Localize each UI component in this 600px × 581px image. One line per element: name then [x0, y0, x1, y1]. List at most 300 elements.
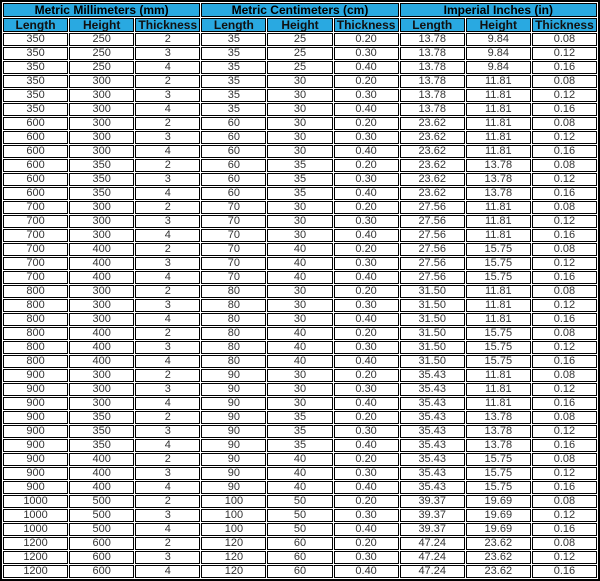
table-cell: 0.20 — [334, 75, 399, 88]
table-cell: 800 — [3, 341, 68, 354]
table-row — [3, 215, 597, 228]
table-cell: 15.75 — [466, 467, 531, 480]
table-cell: 900 — [3, 467, 68, 480]
table-cell: 11.81 — [466, 131, 531, 144]
table-cell: 800 — [3, 313, 68, 326]
table-cell: 0.40 — [334, 313, 399, 326]
table-cell: 60 — [201, 187, 266, 200]
table-cell: 600 — [3, 159, 68, 172]
table-cell: 0.12 — [532, 173, 597, 186]
table-cell: 350 — [69, 187, 134, 200]
table-cell: 30 — [267, 131, 332, 144]
table-cell: 300 — [69, 369, 134, 382]
table-cell: 300 — [69, 383, 134, 396]
table-row — [3, 341, 597, 354]
table-cell: 39.37 — [400, 523, 465, 536]
table-cell: 0.20 — [334, 495, 399, 508]
table-cell: 0.12 — [532, 467, 597, 480]
table-cell: 4 — [135, 439, 200, 452]
table-cell: 27.56 — [400, 243, 465, 256]
table-cell: 90 — [201, 425, 266, 438]
table-cell: 15.75 — [466, 243, 531, 256]
table-cell: 300 — [69, 117, 134, 130]
table-cell: 13.78 — [400, 75, 465, 88]
table-cell: 1200 — [3, 551, 68, 564]
table-cell: 4 — [135, 103, 200, 116]
table-cell: 47.24 — [400, 565, 465, 578]
table-cell: 11.81 — [466, 285, 531, 298]
table-cell: 0.12 — [532, 299, 597, 312]
table-cell: 350 — [69, 159, 134, 172]
table-cell: 0.30 — [334, 467, 399, 480]
table-cell: 0.08 — [532, 495, 597, 508]
table-cell: 0.12 — [532, 257, 597, 270]
table-cell: 0.12 — [532, 425, 597, 438]
table-body — [3, 33, 597, 578]
table-cell: 35.43 — [400, 453, 465, 466]
table-cell: 70 — [201, 215, 266, 228]
table-cell: 0.16 — [532, 481, 597, 494]
table-cell: 3 — [135, 467, 200, 480]
table-cell: 0.08 — [532, 201, 597, 214]
table-cell: 70 — [201, 201, 266, 214]
table-cell: 3 — [135, 509, 200, 522]
table-cell: 0.20 — [334, 369, 399, 382]
table-cell: 600 — [3, 187, 68, 200]
table-cell: 400 — [69, 355, 134, 368]
column-header-cm-height: Height — [267, 18, 332, 32]
table-cell: 15.75 — [466, 257, 531, 270]
table-cell: 11.81 — [466, 383, 531, 396]
table-cell: 3 — [135, 341, 200, 354]
table-row — [3, 103, 597, 116]
table-cell: 11.81 — [466, 313, 531, 326]
table-cell: 800 — [3, 327, 68, 340]
table-cell: 90 — [201, 397, 266, 410]
table-cell: 60 — [201, 117, 266, 130]
table-cell: 30 — [267, 89, 332, 102]
table-row — [3, 397, 597, 410]
table-cell: 15.75 — [466, 453, 531, 466]
table-cell: 120 — [201, 537, 266, 550]
table-cell: 90 — [201, 467, 266, 480]
table-row — [3, 131, 597, 144]
table-cell: 0.12 — [532, 89, 597, 102]
table-cell: 2 — [135, 285, 200, 298]
table-cell: 600 — [3, 131, 68, 144]
table-cell: 31.50 — [400, 285, 465, 298]
table-cell: 11.81 — [466, 145, 531, 158]
table-cell: 350 — [3, 61, 68, 74]
table-cell: 700 — [3, 257, 68, 270]
table-row — [3, 439, 597, 452]
table-cell: 4 — [135, 145, 200, 158]
table-row — [3, 187, 597, 200]
table-row — [3, 201, 597, 214]
table-cell: 90 — [201, 411, 266, 424]
table-cell: 3 — [135, 383, 200, 396]
table-cell: 60 — [201, 173, 266, 186]
table-cell: 600 — [3, 145, 68, 158]
table-cell: 0.12 — [532, 215, 597, 228]
table-cell: 300 — [69, 229, 134, 242]
table-cell: 80 — [201, 313, 266, 326]
table-cell: 60 — [201, 145, 266, 158]
table-cell: 0.30 — [334, 47, 399, 60]
table-cell: 9.84 — [466, 47, 531, 60]
table-cell: 0.40 — [334, 145, 399, 158]
table-cell: 100 — [201, 523, 266, 536]
table-cell: 300 — [69, 131, 134, 144]
table-cell: 50 — [267, 495, 332, 508]
table-cell: 0.16 — [532, 229, 597, 242]
table-cell: 0.16 — [532, 145, 597, 158]
table-cell: 400 — [69, 453, 134, 466]
table-cell: 30 — [267, 285, 332, 298]
table-cell: 0.16 — [532, 439, 597, 452]
table-cell: 900 — [3, 411, 68, 424]
table-cell: 600 — [69, 537, 134, 550]
table-row — [3, 425, 597, 438]
table-cell: 900 — [3, 383, 68, 396]
table-cell: 0.08 — [532, 411, 597, 424]
table-cell: 35 — [267, 411, 332, 424]
table-cell: 2 — [135, 537, 200, 550]
table-cell: 800 — [3, 355, 68, 368]
table-cell: 80 — [201, 299, 266, 312]
table-row — [3, 145, 597, 158]
table-cell: 300 — [69, 103, 134, 116]
table-cell: 3 — [135, 551, 200, 564]
table-cell: 11.81 — [466, 117, 531, 130]
table-cell: 25 — [267, 61, 332, 74]
table-cell: 0.20 — [334, 201, 399, 214]
table-cell: 30 — [267, 103, 332, 116]
table-cell: 0.12 — [532, 341, 597, 354]
table-row — [3, 355, 597, 368]
table-cell: 0.30 — [334, 257, 399, 270]
table-cell: 90 — [201, 383, 266, 396]
group-header-metric-cm: Metric Centimeters (cm) — [201, 3, 398, 17]
table-cell: 3 — [135, 89, 200, 102]
table-cell: 0.20 — [334, 243, 399, 256]
table-cell: 0.16 — [532, 565, 597, 578]
table-cell: 23.62 — [400, 145, 465, 158]
table-cell: 400 — [69, 467, 134, 480]
table-cell: 0.12 — [532, 383, 597, 396]
table-row — [3, 257, 597, 270]
table-row — [3, 481, 597, 494]
table-row — [3, 383, 597, 396]
table-cell: 30 — [267, 383, 332, 396]
table-cell: 9.84 — [466, 33, 531, 46]
table-cell: 40 — [267, 355, 332, 368]
column-header-in-length: Length — [400, 18, 465, 32]
table-cell: 1200 — [3, 537, 68, 550]
table-cell: 100 — [201, 509, 266, 522]
table-row — [3, 453, 597, 466]
table-cell: 600 — [69, 565, 134, 578]
table-cell: 40 — [267, 243, 332, 256]
table-cell: 15.75 — [466, 355, 531, 368]
table-row — [3, 313, 597, 326]
table-cell: 35 — [201, 75, 266, 88]
table-cell: 23.62 — [400, 117, 465, 130]
table-cell: 13.78 — [466, 439, 531, 452]
table-cell: 11.81 — [466, 299, 531, 312]
group-header-imperial-in: Imperial Inches (in) — [400, 3, 597, 17]
table-cell: 0.16 — [532, 523, 597, 536]
table-row — [3, 47, 597, 60]
table-cell: 40 — [267, 327, 332, 340]
table-row — [3, 271, 597, 284]
table-cell: 35 — [201, 89, 266, 102]
table-cell: 250 — [69, 47, 134, 60]
table-cell: 0.30 — [334, 383, 399, 396]
table-cell: 0.08 — [532, 159, 597, 172]
table-cell: 400 — [69, 243, 134, 256]
table-row — [3, 33, 597, 46]
table-cell: 11.81 — [466, 215, 531, 228]
table-cell: 15.75 — [466, 481, 531, 494]
table-cell: 900 — [3, 481, 68, 494]
table-cell: 13.78 — [400, 61, 465, 74]
table-cell: 13.78 — [466, 425, 531, 438]
table-cell: 700 — [3, 243, 68, 256]
table-cell: 35.43 — [400, 369, 465, 382]
table-cell: 300 — [69, 201, 134, 214]
table-cell: 4 — [135, 481, 200, 494]
table-cell: 90 — [201, 439, 266, 452]
table-row — [3, 467, 597, 480]
table-cell: 0.16 — [532, 355, 597, 368]
table-cell: 0.40 — [334, 481, 399, 494]
table-cell: 30 — [267, 229, 332, 242]
table-cell: 30 — [267, 117, 332, 130]
table-cell: 39.37 — [400, 495, 465, 508]
table-cell: 0.20 — [334, 159, 399, 172]
table-cell: 39.37 — [400, 509, 465, 522]
table-row — [3, 285, 597, 298]
table-cell: 47.24 — [400, 537, 465, 550]
table-cell: 11.81 — [466, 369, 531, 382]
table-cell: 60 — [201, 159, 266, 172]
table-cell: 2 — [135, 453, 200, 466]
table-cell: 100 — [201, 495, 266, 508]
table-cell: 0.30 — [334, 425, 399, 438]
table-cell: 90 — [201, 481, 266, 494]
table-row — [3, 173, 597, 186]
table-cell: 2 — [135, 411, 200, 424]
table-cell: 3 — [135, 257, 200, 270]
table-cell: 30 — [267, 397, 332, 410]
table-cell: 25 — [267, 33, 332, 46]
table-row — [3, 117, 597, 130]
table-row — [3, 565, 597, 578]
table-row — [3, 75, 597, 88]
table-cell: 2 — [135, 75, 200, 88]
table-cell: 4 — [135, 355, 200, 368]
table-cell: 3 — [135, 47, 200, 60]
table-cell: 0.12 — [532, 509, 597, 522]
table-row — [3, 61, 597, 74]
table-cell: 35 — [267, 187, 332, 200]
table-cell: 350 — [3, 33, 68, 46]
table-cell: 30 — [267, 369, 332, 382]
table-cell: 13.78 — [400, 33, 465, 46]
table-cell: 700 — [3, 271, 68, 284]
table-cell: 350 — [3, 103, 68, 116]
table-cell: 700 — [3, 215, 68, 228]
table-cell: 0.08 — [532, 243, 597, 256]
table-cell: 0.30 — [334, 509, 399, 522]
table-cell: 35.43 — [400, 439, 465, 452]
table-cell: 800 — [3, 299, 68, 312]
table-cell: 23.62 — [466, 537, 531, 550]
table-cell: 23.62 — [400, 159, 465, 172]
table-cell: 80 — [201, 327, 266, 340]
column-header-cm-length: Length — [201, 18, 266, 32]
table-cell: 600 — [3, 173, 68, 186]
table-row — [3, 411, 597, 424]
table-cell: 1200 — [3, 565, 68, 578]
table-cell: 60 — [267, 565, 332, 578]
table-cell: 80 — [201, 355, 266, 368]
table-cell: 2 — [135, 327, 200, 340]
table-cell: 0.40 — [334, 397, 399, 410]
table-cell: 35 — [267, 173, 332, 186]
table-cell: 3 — [135, 215, 200, 228]
table-cell: 23.62 — [400, 187, 465, 200]
table-cell: 35 — [267, 425, 332, 438]
table-cell: 27.56 — [400, 215, 465, 228]
table-row — [3, 327, 597, 340]
table-cell: 27.56 — [400, 271, 465, 284]
table-cell: 11.81 — [466, 201, 531, 214]
table-row — [3, 509, 597, 522]
table-cell: 0.20 — [334, 117, 399, 130]
table-cell: 0.40 — [334, 103, 399, 116]
table-cell: 0.16 — [532, 103, 597, 116]
group-header-metric-mm: Metric Millimeters (mm) — [3, 3, 200, 17]
table-cell: 1000 — [3, 495, 68, 508]
table-cell: 11.81 — [466, 75, 531, 88]
table-cell: 13.78 — [466, 159, 531, 172]
table-cell: 35.43 — [400, 383, 465, 396]
table-cell: 0.40 — [334, 229, 399, 242]
table-cell: 3 — [135, 173, 200, 186]
table-cell: 0.30 — [334, 551, 399, 564]
table-cell: 23.62 — [400, 131, 465, 144]
table-cell: 350 — [3, 75, 68, 88]
table-cell: 300 — [69, 285, 134, 298]
table-cell: 90 — [201, 453, 266, 466]
table-cell: 0.40 — [334, 439, 399, 452]
table-cell: 0.08 — [532, 327, 597, 340]
table-cell: 0.20 — [334, 453, 399, 466]
column-header-cm-thickness: Thickness — [334, 18, 399, 32]
table-cell: 4 — [135, 271, 200, 284]
table-cell: 15.75 — [466, 341, 531, 354]
table-cell: 0.08 — [532, 33, 597, 46]
table-cell: 35 — [267, 439, 332, 452]
table-cell: 4 — [135, 229, 200, 242]
table-cell: 600 — [3, 117, 68, 130]
table-cell: 0.30 — [334, 341, 399, 354]
column-header-in-height: Height — [466, 18, 531, 32]
table-cell: 80 — [201, 341, 266, 354]
table-cell: 13.78 — [400, 47, 465, 60]
table-cell: 700 — [3, 229, 68, 242]
table-cell: 30 — [267, 299, 332, 312]
table-cell: 400 — [69, 481, 134, 494]
table-cell: 30 — [267, 201, 332, 214]
table-cell: 35 — [201, 103, 266, 116]
table-cell: 23.62 — [466, 551, 531, 564]
table-cell: 900 — [3, 453, 68, 466]
table-cell: 800 — [3, 285, 68, 298]
table-cell: 47.24 — [400, 551, 465, 564]
table-cell: 0.12 — [532, 131, 597, 144]
table-cell: 400 — [69, 327, 134, 340]
table-cell: 900 — [3, 397, 68, 410]
table-row — [3, 523, 597, 536]
table-cell: 0.20 — [334, 33, 399, 46]
table-cell: 400 — [69, 271, 134, 284]
table-cell: 35 — [201, 61, 266, 74]
table-cell: 19.69 — [466, 509, 531, 522]
table-cell: 350 — [69, 439, 134, 452]
table-cell: 0.40 — [334, 523, 399, 536]
table-cell: 11.81 — [466, 397, 531, 410]
table-cell: 4 — [135, 313, 200, 326]
table-cell: 1000 — [3, 523, 68, 536]
table-row — [3, 229, 597, 242]
table-cell: 50 — [267, 523, 332, 536]
table-cell: 0.20 — [334, 327, 399, 340]
table-cell: 40 — [267, 453, 332, 466]
table-cell: 0.30 — [334, 173, 399, 186]
table-cell: 30 — [267, 75, 332, 88]
table-cell: 4 — [135, 565, 200, 578]
table-cell: 0.16 — [532, 61, 597, 74]
table-cell: 700 — [3, 201, 68, 214]
table-cell: 31.50 — [400, 355, 465, 368]
table-row — [3, 369, 597, 382]
table-cell: 4 — [135, 61, 200, 74]
table-cell: 300 — [69, 75, 134, 88]
table-cell: 300 — [69, 397, 134, 410]
table-cell: 70 — [201, 243, 266, 256]
table-cell: 350 — [3, 47, 68, 60]
table-cell: 2 — [135, 33, 200, 46]
table-row — [3, 495, 597, 508]
table-cell: 27.56 — [400, 229, 465, 242]
table-cell: 80 — [201, 285, 266, 298]
table-cell: 27.56 — [400, 201, 465, 214]
table-cell: 31.50 — [400, 327, 465, 340]
table-cell: 0.12 — [532, 551, 597, 564]
table-cell: 0.08 — [532, 537, 597, 550]
table-cell: 19.69 — [466, 523, 531, 536]
table-cell: 60 — [201, 131, 266, 144]
table-cell: 3 — [135, 299, 200, 312]
table-cell: 0.40 — [334, 565, 399, 578]
table-cell: 31.50 — [400, 341, 465, 354]
table-cell: 500 — [69, 509, 134, 522]
column-header-mm-height: Height — [69, 18, 134, 32]
table-cell: 30 — [267, 215, 332, 228]
